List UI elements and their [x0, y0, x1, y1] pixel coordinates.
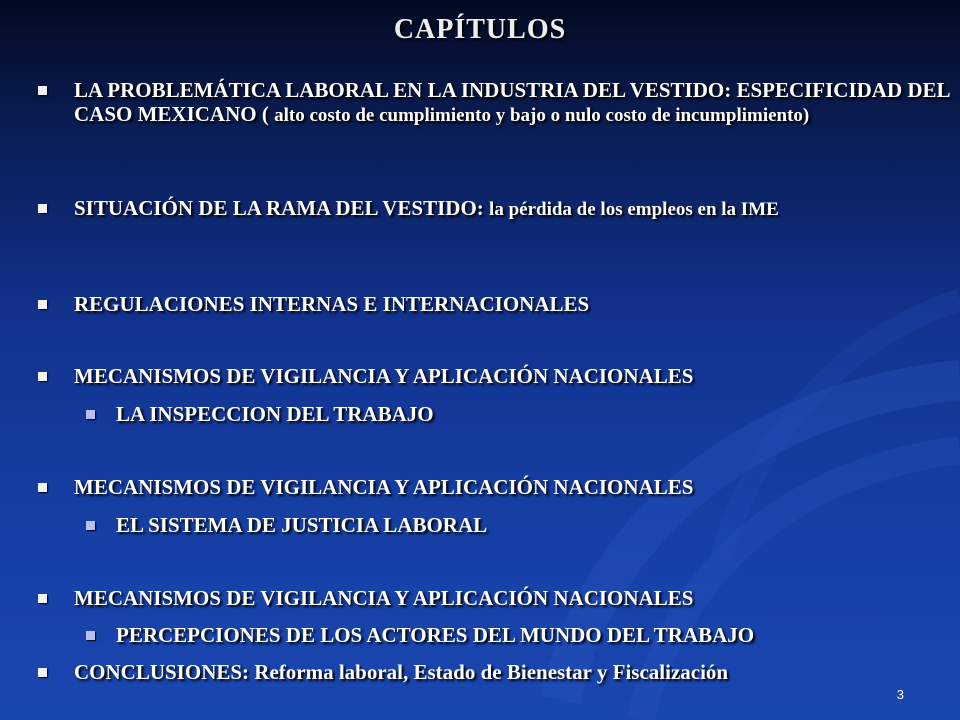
page-number: 3: [896, 687, 904, 702]
sub-list-item: [116, 402, 434, 426]
square-bullet-icon: [38, 300, 47, 309]
item-text: PERCEPCIONES DE LOS ACTORES DEL MUNDO DEL TRABAJO: [116, 623, 755, 647]
item-text: REGULACIONES INTERNAS E INTERNACIONALES: [74, 292, 590, 316]
list-item: [74, 364, 693, 388]
square-bullet-icon: [38, 483, 47, 492]
sub-list-item: [116, 513, 487, 537]
item-text: EL SISTEMA DE JUSTICIA LABORAL: [116, 513, 488, 537]
square-bullet-icon: [38, 372, 47, 381]
list-item: [74, 78, 954, 128]
slide-title: CAPÍTULOS: [393, 14, 567, 45]
list-item: [74, 292, 589, 316]
list-item: [74, 660, 728, 684]
square-bullet-icon: [86, 521, 95, 530]
list-item: [74, 586, 693, 610]
item-text: LA INSPECCION DEL TRABAJO: [116, 402, 434, 426]
item-detail: alto costo de cumplimiento y bajo o nulo costo de incumplimiento): [274, 105, 810, 126]
square-bullet-icon: [86, 410, 95, 419]
square-bullet-icon: [38, 204, 47, 213]
list-item: [74, 196, 954, 222]
square-bullet-icon: [38, 86, 47, 95]
square-bullet-icon: [86, 631, 95, 640]
sub-list-item: [116, 623, 754, 647]
item-text: MECANISMOS DE VIGILANCIA Y APLICACIÓN NACIONALES: [74, 586, 694, 610]
square-bullet-icon: [38, 668, 47, 677]
item-text: MECANISMOS DE VIGILANCIA Y APLICACIÓN NACIONALES: [74, 364, 694, 388]
item-heading: SITUACIÓN DE LA RAMA DEL VESTIDO:: [74, 196, 490, 220]
item-detail: la pérdida de los empleos en la IME: [489, 199, 779, 220]
list-item: [74, 475, 693, 499]
item-text: MECANISMOS DE VIGILANCIA Y APLICACIÓN NACIONALES: [74, 475, 694, 499]
item-text: CONCLUSIONES: Reforma laboral, Estado de Bienestar y Fiscalización: [74, 660, 729, 684]
item-heading: LA PROBLEMÁTICA LABORAL EN LA INDUSTRIA DEL VESTIDO: ESPECIFICIDAD DEL CASO MEXICANO (: [74, 78, 950, 126]
square-bullet-icon: [38, 594, 47, 603]
